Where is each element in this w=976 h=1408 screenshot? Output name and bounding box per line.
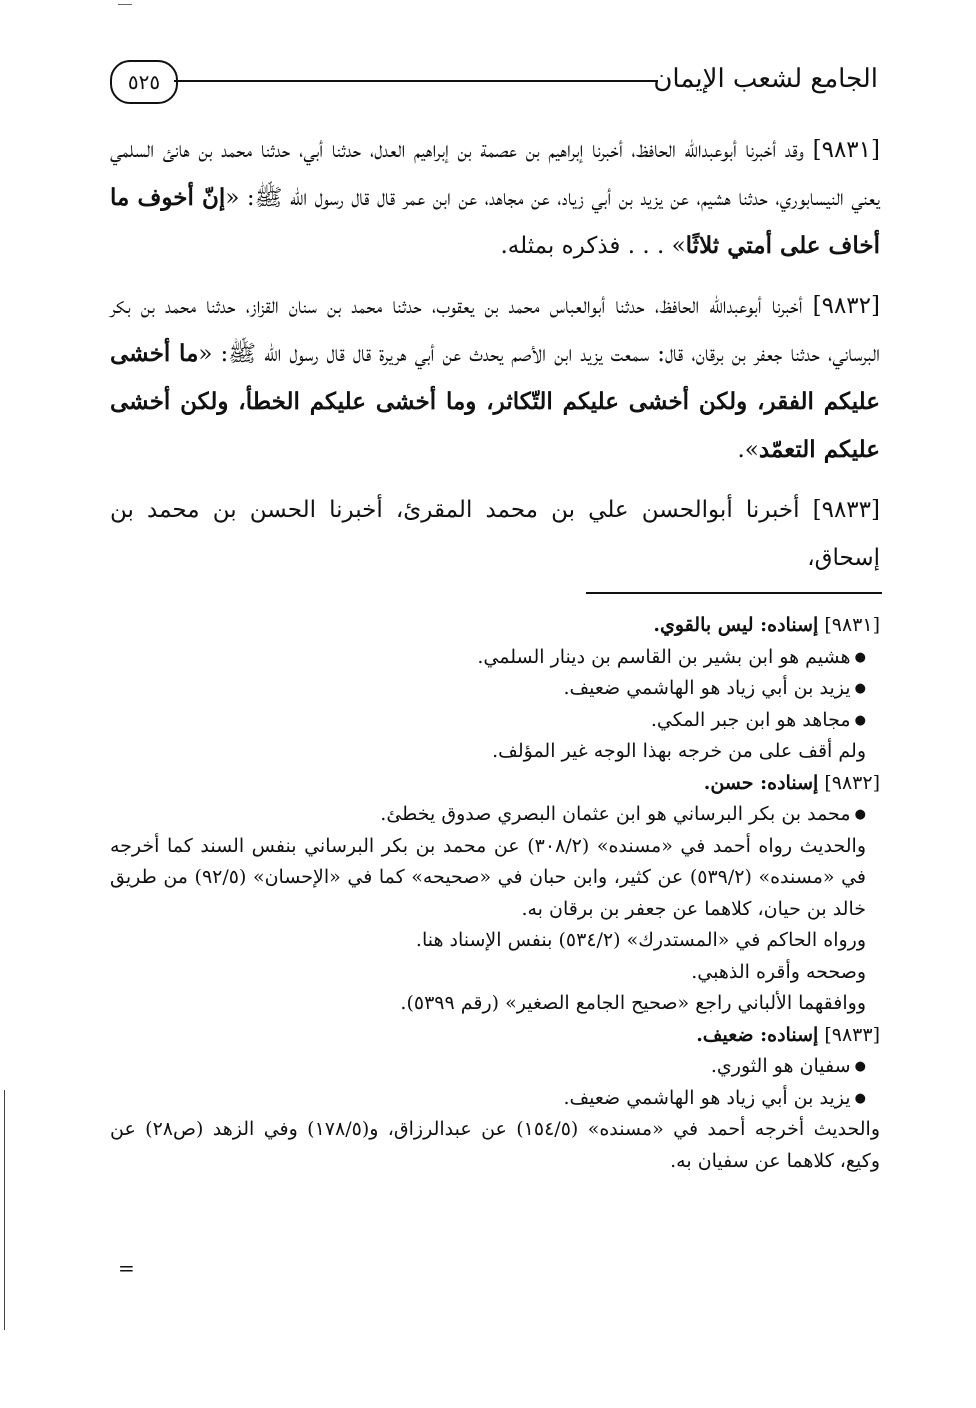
note-head-9832: [110, 768, 880, 800]
note-grade: إسناده: حسن.: [703, 771, 819, 794]
note-bullet: ● يزيد بن أبي زياد هو الهاشمي ضعيف.: [110, 1083, 880, 1115]
hadith-text: إنّ أخوف ما أخاف على أمتي ثلاثًا: [110, 184, 880, 259]
paragraph-9831: [110, 126, 880, 270]
footnotes: [110, 610, 880, 1177]
note-head-9831: [110, 610, 880, 642]
note-bullet: ● يزيد بن أبي زياد هو الهاشمي ضعيف.: [110, 673, 880, 705]
note-line: ورواه الحاكم في «المستدرك» (٥٣٤/٢) بنفس الإسناد هنا.: [415, 929, 866, 951]
note-line: والحديث رواه أحمد في «مسنده» (٣٠٨/٢) عن محمد بن بكر البرساني بنفس السند كما أخرجه في «مسنده» (٥٣٩/٢) عن كثير، وابن حبان في «صحيحه» كما في «الإحسان» (٩٢/٥) من طريق خالد بن حيان، كلاهما عن جعفر بن برقان به.: [110, 834, 866, 920]
note-bullet: ● مجاهد هو ابن جبر المكي.: [110, 705, 880, 737]
note-bullet: ● محمد بن بكر البرساني هو ابن عثمان البصري صدوق يخطئ.: [110, 799, 880, 831]
note-line: والحديث أخرجه أحمد في «مسنده» (١٥٤/٥) عن عبدالرزاق، و(١٧٨/٥) وفي الزهد (ص٢٨) عن وكيع، كلاهما عن سفيان به.: [110, 1118, 880, 1172]
note-line: ووافقهما الألباني راجع «صحيح الجامع الصغير» (رقم ٥٣٩٩).: [400, 992, 866, 1014]
continuation-mark: =: [118, 1256, 135, 1280]
note-grade: إسناده: ضعيف.: [696, 1023, 819, 1046]
paragraph-text: [٩٨٣٣] أخبرنا أبوالحسن علي بن محمد المقرئ، أخبرنا الحسن بن محمد بن إسحاق،: [110, 497, 880, 571]
main-text: [110, 126, 880, 594]
page-number: ٥٢٥: [110, 60, 178, 104]
note-number: [٩٨٣١]: [824, 614, 880, 636]
paragraph-text: [٩٨٣٢] أخبرنا أبوعبدالله الحافظ، حدثنا أبوالعباس محمد بن يعقوب، حدثنا محمد بن سنان القزاز، حدثنا محمد بن بكر البرساني، حدثنا جعفر بن برقان، قال: سمعت يزيد ابن الأصم يحدث عن أبي هريرة قال قال رسول الله ﷺ: «: [110, 293, 880, 367]
scan-mark: [118, 4, 132, 5]
footnote-divider: [586, 592, 882, 594]
note-head-9833: [110, 1020, 880, 1052]
hadith-text: ما أخشى عليكم الفقر، ولكن أخشى عليكم التّكاثر، وما أخشى عليكم الخطأ، ولكن أخشى عليكم التعمّد: [110, 340, 880, 463]
running-title: الجامع لشعب الإيمان: [653, 64, 878, 94]
note-number: [٩٨٣٣]: [824, 1023, 880, 1046]
note-number: [٩٨٣٢]: [824, 771, 880, 794]
paragraph-9832: [110, 282, 880, 474]
paragraph-tail: » . . . فذكره بمثله.: [500, 233, 686, 259]
note-grade: إسناده: ليس بالقوي.: [653, 614, 819, 636]
page-header: [108, 56, 878, 108]
note-bullet: ● هشيم هو ابن بشير بن القاسم بن دينار السلمي.: [110, 642, 880, 674]
note-line: ولم أقف على من خرجه بهذا الوجه غير المؤلف.: [492, 740, 866, 762]
scan-edge-mark: [4, 1090, 5, 1330]
note-bullet: ● سفيان هو الثوري.: [110, 1051, 880, 1083]
note-line: وصححه وأقره الذهبي.: [691, 960, 866, 983]
paragraph-text: [٩٨٣١] وقد أخبرنا أبوعبدالله الحافظ، أخبرنا إبراهيم بن عصمة بن إبراهيم العدل، حدثنا أبي، حدثنا محمد بن هانئ السلمي يعني النيسابوري، حدثنا هشيم، عن يزيد بن أبي زياد، عن مجاهد، عن ابن عمر قال قال رسول الله ﷺ: «: [110, 137, 880, 211]
paragraph-9833: [110, 486, 880, 582]
paragraph-tail: ».: [737, 437, 759, 463]
header-rule: [174, 80, 658, 82]
